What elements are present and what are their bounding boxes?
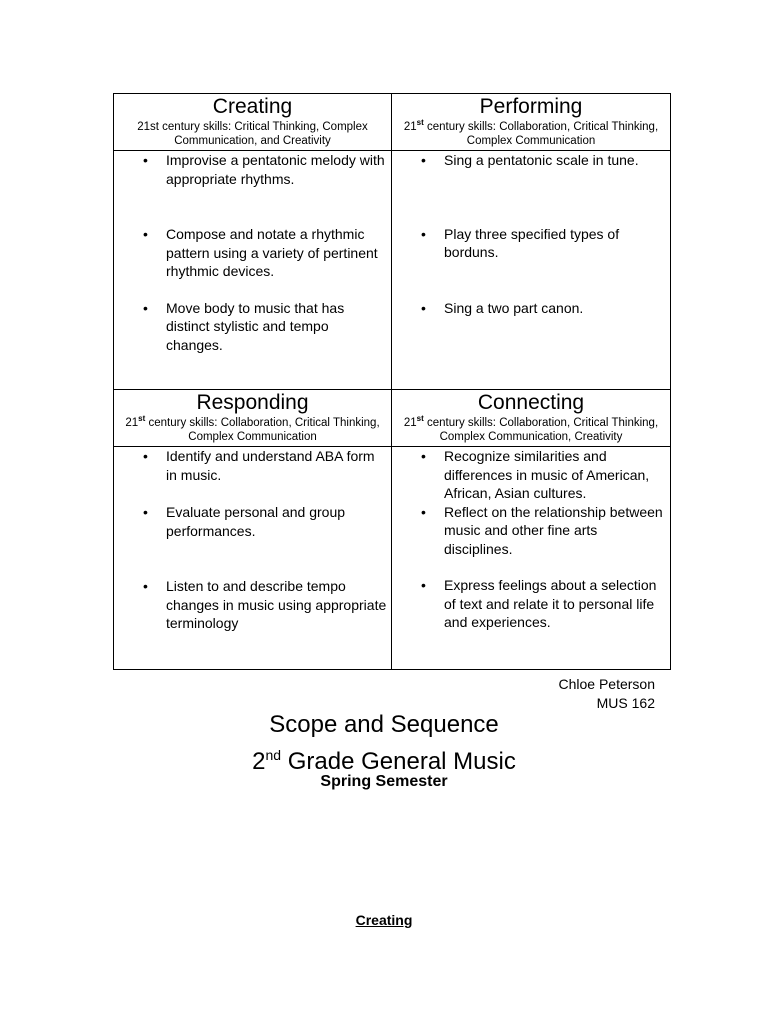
connecting-title: Connecting [477,391,585,414]
creating-body [114,151,392,390]
standards-grid [113,93,671,670]
performing-list [392,151,670,317]
performing-skills: 21st century skills: Collaboration, Critical Thinking, Complex Communication [403,118,659,147]
performing-body [392,151,671,390]
list-item: • Listen to and describe tempo changes in music using appropriate terminology [114,577,391,633]
responding-list [114,447,391,633]
responding-title: Responding [196,391,309,414]
performing-header [392,94,671,151]
list-item: • Evaluate personal and group performances. [114,503,391,540]
creating-list [114,151,391,354]
responding-skills: 21st century skills: Collaboration, Critical Thinking, Complex Communication [125,414,380,443]
creating-title: Creating [212,95,293,118]
connecting-header [392,390,671,447]
list-item: • Improvise a pentatonic melody with appropriate rhythms. [114,151,391,188]
list-item: • Sing a pentatonic scale in tune. [392,151,670,170]
doc-title: Scope and Sequence [269,711,499,738]
performing-title: Performing [479,95,583,118]
list-item: • Express feelings about a selection of text and relate it to personal life and experiences. [392,576,670,632]
creating-skills: 21st century skills: Critical Thinking, Complex Communication, and Creativity [137,121,368,147]
semester-title: Spring Semester [320,773,448,790]
connecting-list [392,447,670,632]
author-name: Chloe Peterson [558,676,655,692]
responding-header [114,390,392,447]
responding-body [114,447,392,670]
list-item: • Identify and understand ABA form in music. [114,447,391,484]
list-item: • Reflect on the relationship between music and other fine arts disciplines. [392,503,670,559]
course-code: MUS 162 [596,694,655,711]
list-item: • Move body to music that has distinct stylistic and tempo changes. [114,299,391,355]
list-item: • Play three specified types of borduns. [392,225,670,262]
connecting-skills: 21st century skills: Collaboration, Critical Thinking, Complex Communication, Creativity [403,414,659,443]
list-item: • Compose and notate a rhythmic pattern using a variety of pertinent rhythmic devices. [114,225,391,281]
creating-header [114,94,392,151]
list-item: • Recognize similarities and differences in music of American, African, Asian cultures. [392,447,670,503]
grade-title: 2nd Grade General Music [252,747,516,775]
author-block [558,675,655,712]
list-item: • Sing a two part canon. [392,299,670,318]
connecting-body [392,447,671,670]
section-heading: Creating [355,912,413,928]
